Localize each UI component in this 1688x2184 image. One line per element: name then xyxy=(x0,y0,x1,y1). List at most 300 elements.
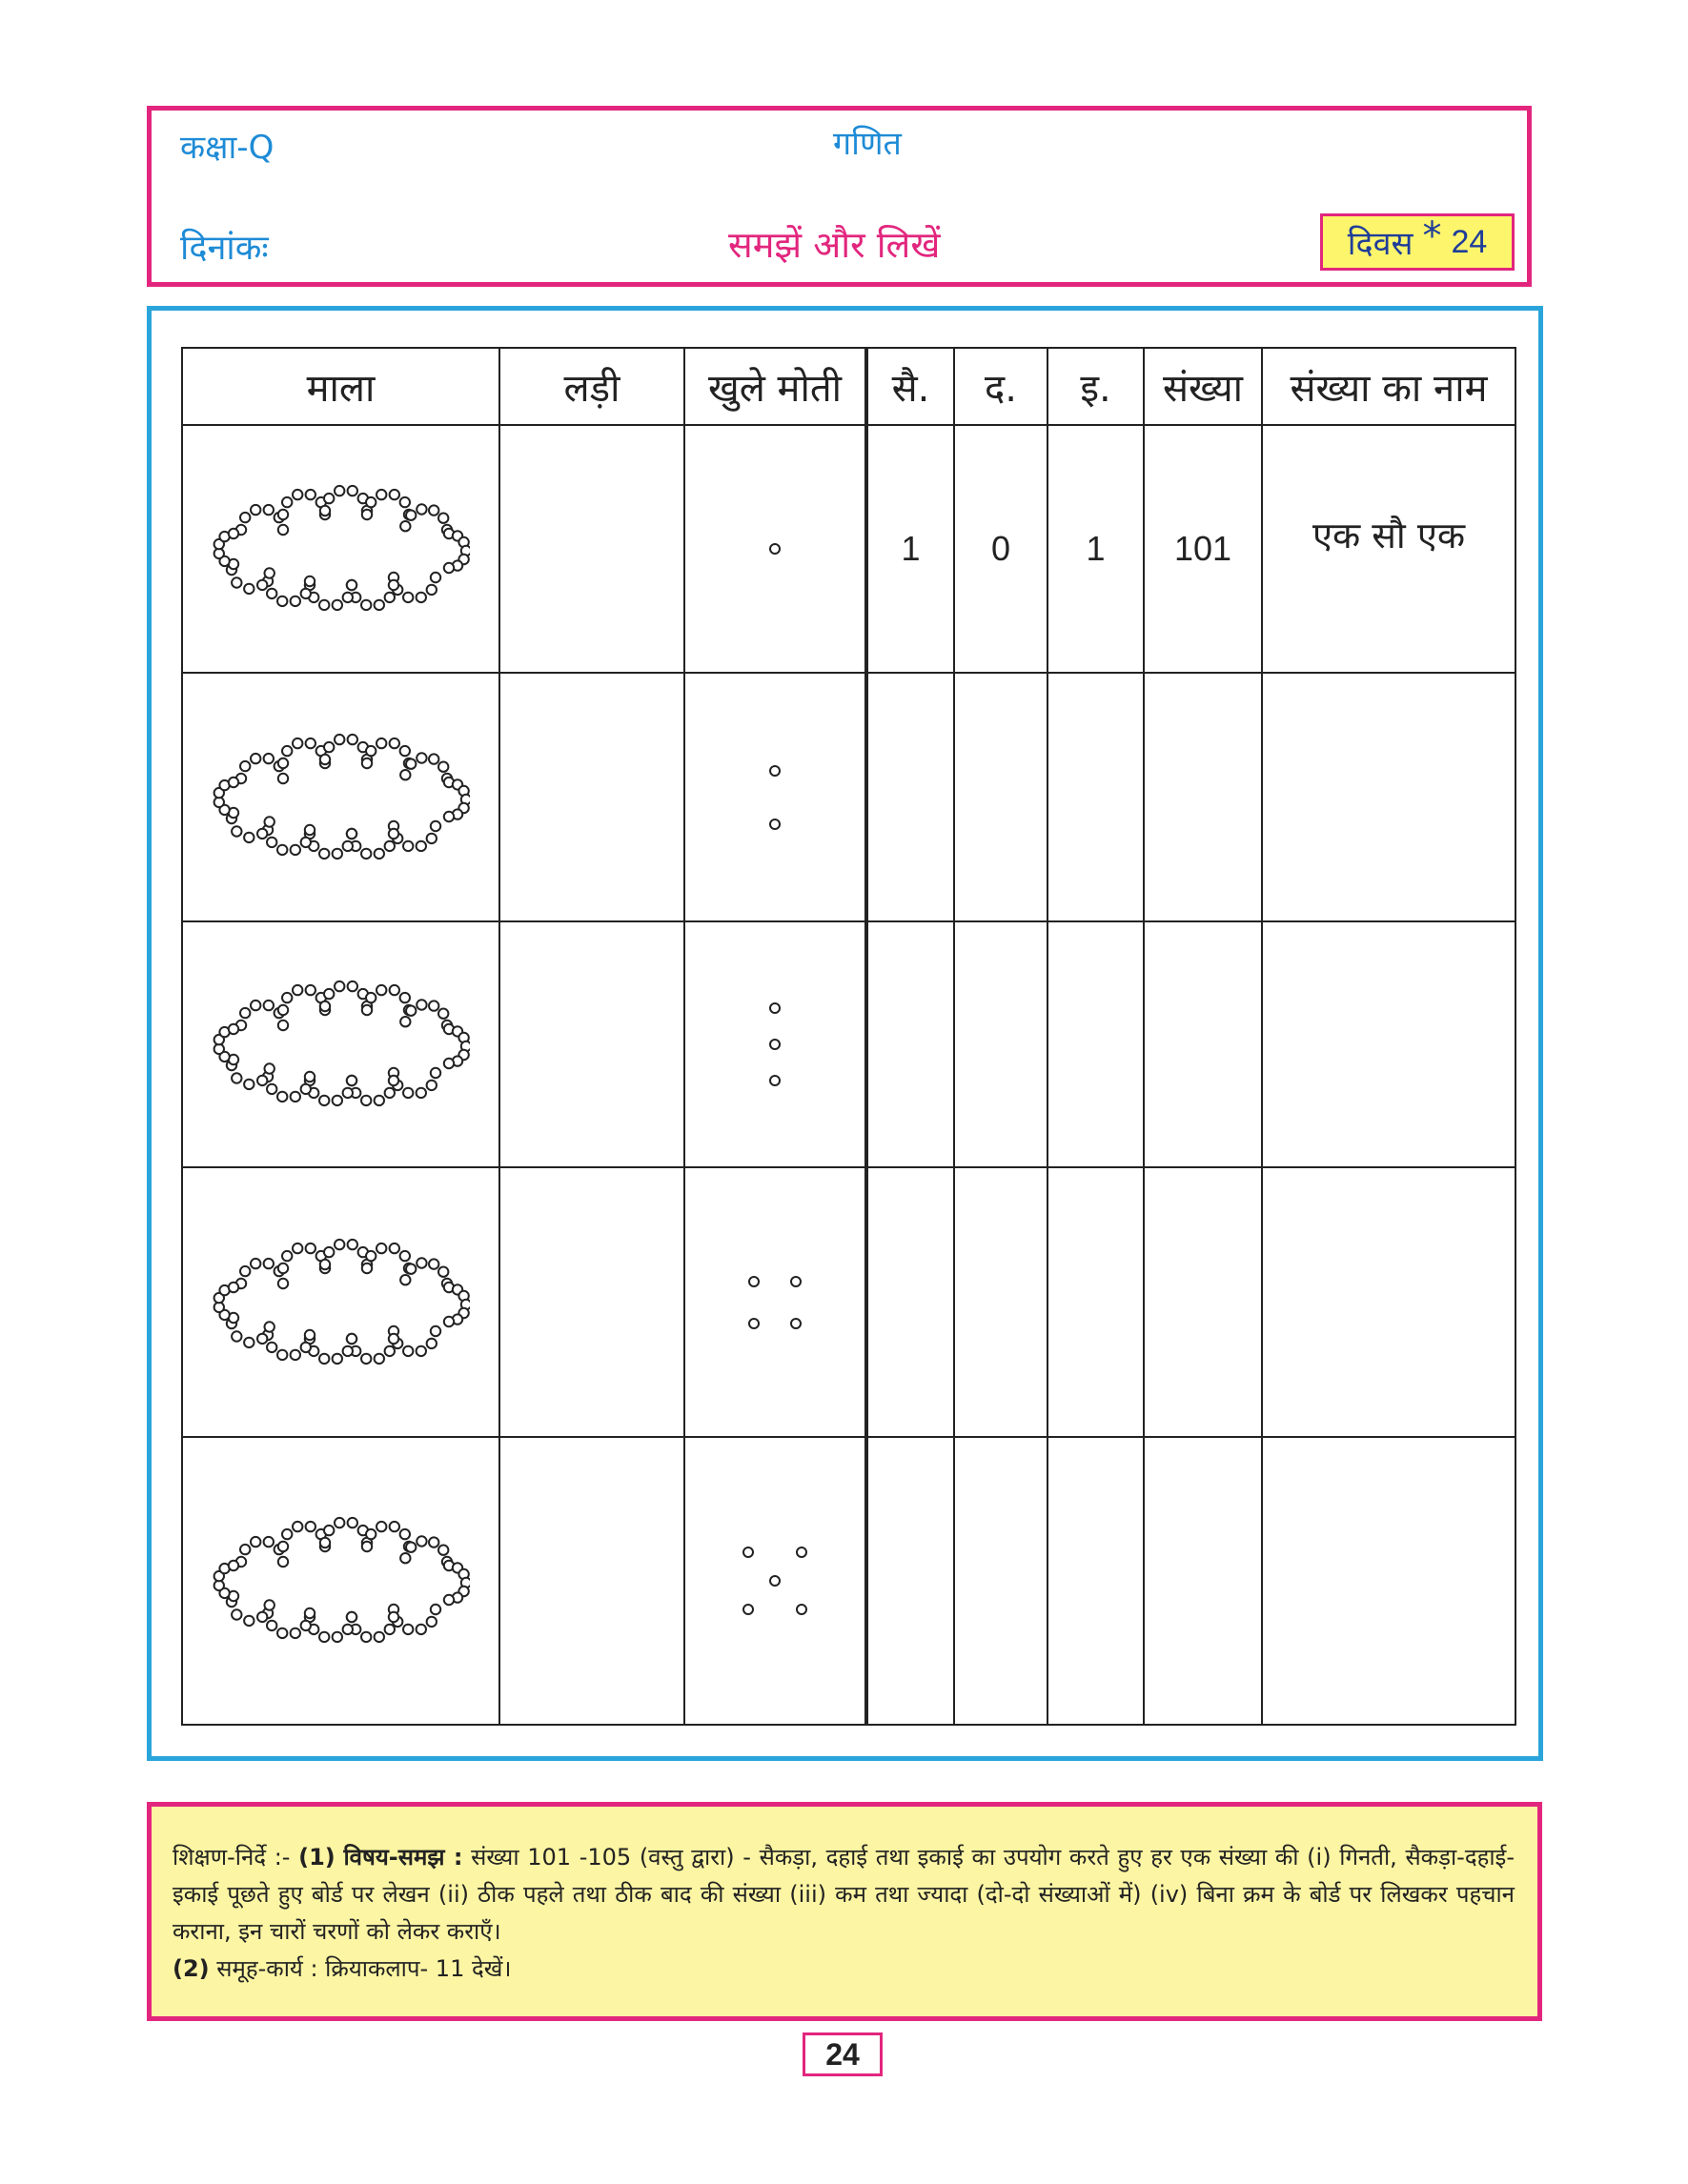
teaching-instructions xyxy=(147,1802,1542,2021)
bead xyxy=(376,490,386,499)
bead xyxy=(290,1349,299,1359)
bead xyxy=(251,1537,260,1547)
page-number: 24 xyxy=(803,2032,883,2076)
bead xyxy=(263,1537,273,1547)
bead xyxy=(277,1542,287,1551)
bead xyxy=(366,1529,376,1539)
bead xyxy=(361,510,371,519)
bead xyxy=(228,778,237,787)
bead xyxy=(430,1068,439,1078)
loose-bead xyxy=(743,1605,753,1614)
hundreds-cell[interactable]: 1 xyxy=(866,425,954,673)
bead xyxy=(277,1092,287,1102)
col-header-mala: माला xyxy=(182,348,499,425)
bead xyxy=(389,738,398,748)
bead xyxy=(346,580,356,590)
tens-cell[interactable] xyxy=(954,921,1047,1167)
bead xyxy=(384,1345,394,1355)
bead xyxy=(319,848,329,858)
bead xyxy=(264,1322,274,1331)
bead xyxy=(319,1353,329,1363)
bead-garland-icon xyxy=(213,482,470,616)
bead xyxy=(335,486,344,495)
bead xyxy=(332,848,341,858)
bead xyxy=(332,1632,341,1642)
mala-cell xyxy=(182,1167,499,1437)
hundreds-cell[interactable] xyxy=(866,1437,954,1725)
bead xyxy=(240,1008,250,1018)
bead xyxy=(443,812,453,821)
bead xyxy=(264,569,274,578)
bead xyxy=(361,1096,371,1105)
number-cell[interactable] xyxy=(1144,1167,1262,1437)
bead xyxy=(277,1264,287,1273)
bead xyxy=(335,735,344,744)
bead xyxy=(347,735,356,744)
bead xyxy=(257,1076,267,1085)
bead xyxy=(305,738,315,748)
bead xyxy=(228,529,237,538)
bead xyxy=(429,754,438,763)
bead xyxy=(417,753,426,762)
number-cell[interactable]: 101 xyxy=(1144,425,1262,673)
number-name-cell[interactable] xyxy=(1262,1437,1515,1725)
bead xyxy=(277,1005,287,1015)
day-word: दिवस xyxy=(1347,225,1413,263)
bead xyxy=(251,1001,260,1010)
col-header-tens: द. xyxy=(954,348,1047,425)
loose-beads-icon xyxy=(727,496,823,601)
page-heading: समझें और लिखें xyxy=(728,224,941,266)
bead xyxy=(347,1518,356,1527)
bead xyxy=(406,511,416,520)
loose-bead xyxy=(749,1319,759,1328)
bead xyxy=(324,494,334,503)
bead xyxy=(332,600,341,610)
bead xyxy=(290,844,299,854)
bead xyxy=(332,1353,341,1363)
bead xyxy=(399,1251,409,1261)
ones-cell[interactable] xyxy=(1047,921,1144,1167)
bead xyxy=(267,1084,276,1094)
bead xyxy=(293,738,302,748)
bead xyxy=(429,1259,438,1268)
tens-cell[interactable] xyxy=(954,1167,1047,1437)
bead xyxy=(293,985,302,995)
bead xyxy=(376,1522,386,1531)
bead xyxy=(267,1621,276,1630)
bead xyxy=(389,1244,398,1253)
ones-cell[interactable]: 1 xyxy=(1047,425,1144,673)
bead xyxy=(406,758,416,768)
bead xyxy=(232,826,241,836)
bead xyxy=(417,505,426,515)
bead xyxy=(342,1345,352,1355)
bead xyxy=(300,1621,310,1630)
bead xyxy=(389,985,398,995)
loose-beads-cell xyxy=(684,425,866,673)
bead xyxy=(406,1006,416,1016)
mala-cell xyxy=(182,425,499,673)
bead xyxy=(374,1632,383,1642)
bead xyxy=(438,514,448,523)
bead xyxy=(277,1628,287,1638)
bead xyxy=(361,758,371,768)
bead xyxy=(342,593,352,602)
bead xyxy=(443,1059,453,1068)
bead xyxy=(335,981,344,991)
ladi-cell[interactable] xyxy=(499,1167,684,1437)
bead xyxy=(277,1021,287,1030)
table-row xyxy=(182,425,1515,673)
bead xyxy=(319,600,329,610)
bead xyxy=(264,1600,274,1609)
bead xyxy=(429,1001,438,1011)
bead xyxy=(416,1088,425,1098)
bead xyxy=(240,513,250,522)
bead xyxy=(277,758,287,768)
bead xyxy=(319,1260,329,1269)
bead xyxy=(263,1259,273,1268)
mala-cell xyxy=(182,673,499,920)
loose-beads-cell xyxy=(684,673,866,920)
bead xyxy=(426,1081,436,1090)
bead xyxy=(400,1275,410,1284)
bead xyxy=(244,832,254,841)
bead xyxy=(300,837,310,846)
bead xyxy=(228,1283,237,1292)
col-header-number: संख्या xyxy=(1144,348,1262,425)
loose-bead xyxy=(743,1547,753,1557)
bead xyxy=(400,1553,410,1563)
number-name-cell[interactable]: एक सौ एक xyxy=(1262,425,1515,673)
col-header-loose-beads: खुले मोती xyxy=(684,348,866,425)
bead xyxy=(277,774,287,783)
loose-bead xyxy=(791,1319,801,1328)
ladi-cell[interactable] xyxy=(499,425,684,673)
bead xyxy=(264,817,274,826)
bead-garland-icon xyxy=(213,1514,470,1648)
bead xyxy=(244,584,254,594)
bead xyxy=(257,1612,267,1622)
bead xyxy=(403,840,413,850)
bead xyxy=(332,1096,341,1105)
loose-beads-cell xyxy=(684,921,866,1167)
table-row xyxy=(182,673,1515,920)
bead xyxy=(426,1338,436,1347)
bead xyxy=(399,497,409,507)
loose-bead xyxy=(797,1605,806,1614)
bead xyxy=(426,1617,436,1627)
bead xyxy=(324,1247,334,1257)
bead xyxy=(244,1080,254,1089)
bead xyxy=(403,593,413,602)
bead xyxy=(251,1259,260,1268)
bead xyxy=(263,1001,273,1010)
table-row xyxy=(182,921,1515,1167)
col-header-hundreds: सै. xyxy=(866,348,954,425)
bead-garland-icon xyxy=(213,978,470,1111)
bead xyxy=(426,833,436,842)
bead xyxy=(443,1595,453,1605)
bead xyxy=(257,580,267,590)
star-icon: * xyxy=(1422,214,1442,258)
number-name-cell[interactable] xyxy=(1262,673,1515,920)
bead xyxy=(400,770,410,779)
tens-cell[interactable] xyxy=(954,1437,1047,1725)
bead xyxy=(417,1536,426,1546)
table-row xyxy=(182,1437,1515,1725)
bead xyxy=(304,576,314,586)
bead xyxy=(374,1096,383,1105)
bead xyxy=(267,837,276,846)
bead xyxy=(319,1001,329,1011)
bead xyxy=(389,1522,398,1531)
ones-cell[interactable] xyxy=(1047,673,1144,920)
bead xyxy=(361,1005,371,1015)
loose-bead xyxy=(770,766,780,776)
number-cell[interactable] xyxy=(1144,921,1262,1167)
bead xyxy=(304,1072,314,1082)
bead xyxy=(267,589,276,598)
bead xyxy=(300,1084,310,1094)
bead-table xyxy=(181,347,1516,1726)
tens-cell[interactable]: 0 xyxy=(954,425,1047,673)
number-name-cell[interactable] xyxy=(1262,921,1515,1167)
bead xyxy=(305,490,315,499)
bead xyxy=(361,600,371,610)
bead xyxy=(342,840,352,850)
table-frame xyxy=(147,306,1543,1761)
bead xyxy=(399,746,409,756)
bead xyxy=(267,1342,276,1351)
bead xyxy=(282,1251,292,1261)
bead xyxy=(346,1076,356,1085)
bead xyxy=(257,1333,267,1343)
table-row xyxy=(182,1167,1515,1437)
bead xyxy=(240,1545,250,1554)
bead xyxy=(300,589,310,598)
ones-cell[interactable] xyxy=(1047,1437,1144,1725)
col-header-number-name: संख्या का नाम xyxy=(1262,348,1515,425)
bead xyxy=(388,1612,397,1622)
mala-cell xyxy=(182,921,499,1167)
bead xyxy=(346,1334,356,1344)
ladi-cell[interactable] xyxy=(499,1437,684,1725)
col-header-ladi: लड़ी xyxy=(499,348,684,425)
bead xyxy=(232,1073,241,1082)
bead xyxy=(399,993,409,1002)
bead xyxy=(366,746,376,756)
bead xyxy=(335,1518,344,1527)
part1-title: विषय-समझ : xyxy=(343,1844,463,1871)
bead xyxy=(417,1258,426,1267)
bead xyxy=(232,1331,241,1341)
ladi-cell[interactable] xyxy=(499,921,684,1167)
bead xyxy=(366,497,376,507)
col-header-ones: इ. xyxy=(1047,348,1144,425)
loose-beads-cell xyxy=(684,1167,866,1437)
bead xyxy=(240,761,250,771)
loose-bead xyxy=(770,544,780,554)
bead xyxy=(376,985,386,995)
bead xyxy=(293,1244,302,1253)
bead xyxy=(257,828,267,838)
bead xyxy=(244,1616,254,1626)
instructions-label: शिक्षण-निर्दे xyxy=(173,1844,267,1871)
bead xyxy=(240,1266,250,1276)
number-cell[interactable] xyxy=(1144,1437,1262,1725)
bead xyxy=(388,829,397,839)
mala-cell xyxy=(182,1437,499,1725)
bead xyxy=(417,1000,426,1009)
bead xyxy=(361,1542,371,1551)
loose-beads-icon xyxy=(727,1528,823,1633)
instructions-sep: :- xyxy=(274,1844,291,1871)
bead xyxy=(361,1353,371,1363)
bead xyxy=(319,1096,329,1105)
bead xyxy=(403,1088,413,1098)
bead xyxy=(282,746,292,756)
bead xyxy=(251,754,260,763)
bead xyxy=(384,1088,394,1098)
bead xyxy=(438,1266,448,1276)
bead xyxy=(304,1608,314,1618)
table-header-row xyxy=(182,348,1515,425)
loose-bead xyxy=(749,1277,759,1286)
bead xyxy=(346,829,356,839)
bead xyxy=(264,1063,274,1073)
bead xyxy=(319,506,329,516)
bead xyxy=(324,1526,334,1535)
subject-title: गणित xyxy=(833,125,902,163)
bead xyxy=(319,1538,329,1547)
bead xyxy=(430,573,439,582)
bead xyxy=(282,993,292,1002)
bead xyxy=(361,1264,371,1273)
hundreds-cell[interactable] xyxy=(866,921,954,1167)
bead xyxy=(374,848,383,858)
loose-bead xyxy=(770,1040,780,1049)
ladi-cell[interactable] xyxy=(499,673,684,920)
bead xyxy=(342,1625,352,1634)
bead xyxy=(416,1345,425,1355)
part2-number: (2) xyxy=(173,1955,210,1982)
bead xyxy=(399,1529,409,1539)
bead xyxy=(277,1279,287,1288)
hundreds-cell[interactable] xyxy=(866,673,954,920)
bead xyxy=(366,993,376,1002)
bead xyxy=(335,1240,344,1249)
bead xyxy=(232,1609,241,1619)
bead xyxy=(319,755,329,764)
bead xyxy=(426,585,436,595)
bead xyxy=(443,1317,453,1326)
bead xyxy=(429,1537,438,1547)
bead xyxy=(305,1244,315,1253)
loose-bead xyxy=(770,1576,780,1586)
bead xyxy=(347,981,356,991)
bead xyxy=(324,989,334,999)
loose-beads-icon xyxy=(727,1250,823,1355)
bead xyxy=(438,1009,448,1019)
bead xyxy=(361,848,371,858)
bead xyxy=(388,1076,397,1085)
part1-number: (1) xyxy=(298,1844,336,1871)
tens-cell[interactable] xyxy=(954,673,1047,920)
loose-bead xyxy=(791,1277,801,1286)
bead xyxy=(384,1625,394,1634)
bead xyxy=(376,1244,386,1253)
bead xyxy=(430,821,439,831)
bead xyxy=(277,525,287,535)
bead xyxy=(319,1632,329,1642)
bead xyxy=(282,497,292,507)
bead xyxy=(400,1017,410,1026)
bead xyxy=(290,1628,299,1638)
bead xyxy=(232,578,241,588)
bead xyxy=(403,1625,413,1634)
bead xyxy=(403,1345,413,1355)
bead xyxy=(263,505,273,515)
bead xyxy=(228,1561,237,1570)
header-box xyxy=(147,106,1532,287)
bead xyxy=(406,1543,416,1552)
bead xyxy=(416,1625,425,1634)
loose-bead xyxy=(770,819,780,829)
bead xyxy=(346,1612,356,1622)
bead xyxy=(384,593,394,602)
loose-beads-cell xyxy=(684,1437,866,1725)
date-label: दिनांकः xyxy=(180,229,269,268)
bead-garland-icon xyxy=(213,731,470,864)
bead xyxy=(244,1337,254,1346)
bead xyxy=(290,1092,299,1102)
number-name-cell[interactable] xyxy=(1262,1167,1515,1437)
bead xyxy=(438,1546,448,1555)
bead xyxy=(277,510,287,519)
ones-cell[interactable] xyxy=(1047,1167,1144,1437)
bead xyxy=(374,1353,383,1363)
bead xyxy=(304,1330,314,1340)
bead xyxy=(342,1088,352,1098)
bead xyxy=(389,490,398,499)
part1-text: संख्या 101 -105 (वस्तु द्वारा) - सैकड़ा, दहाई तथा इकाई का उपयोग करते हुए हर एक संख्या की (i) गिनती, सैकड़ा-दहाई-इकाई पूछते हुए बोर्ड पर लेखन (ii) ठीक पहले तथा ठीक बाद की संख्या (iii) कम तथा ज्यादा (दो-दो संख्याओं में) (iv) बिना क्रम के बोर्ड पर लिखकर पहचान कराना, इन चारों चरणों को लेकर कराएँ। xyxy=(173,1844,1515,1945)
loose-beads-icon xyxy=(727,992,823,1097)
number-cell[interactable] xyxy=(1144,673,1262,920)
bead xyxy=(347,486,356,495)
bead xyxy=(263,754,273,763)
bead xyxy=(400,521,410,531)
bead xyxy=(384,840,394,850)
bead xyxy=(361,1632,371,1642)
loose-bead xyxy=(797,1547,806,1557)
hundreds-cell[interactable] xyxy=(866,1167,954,1437)
loose-bead xyxy=(770,1003,780,1013)
bead xyxy=(438,761,448,771)
bead xyxy=(376,738,386,748)
bead xyxy=(293,490,302,499)
bead xyxy=(416,840,425,850)
bead-garland-icon xyxy=(213,1236,470,1369)
bead xyxy=(443,563,453,573)
bead xyxy=(324,742,334,752)
bead xyxy=(293,1522,302,1531)
bead xyxy=(416,593,425,602)
bead xyxy=(277,1557,287,1567)
bead xyxy=(430,1326,439,1336)
loose-beads-icon xyxy=(727,745,823,850)
